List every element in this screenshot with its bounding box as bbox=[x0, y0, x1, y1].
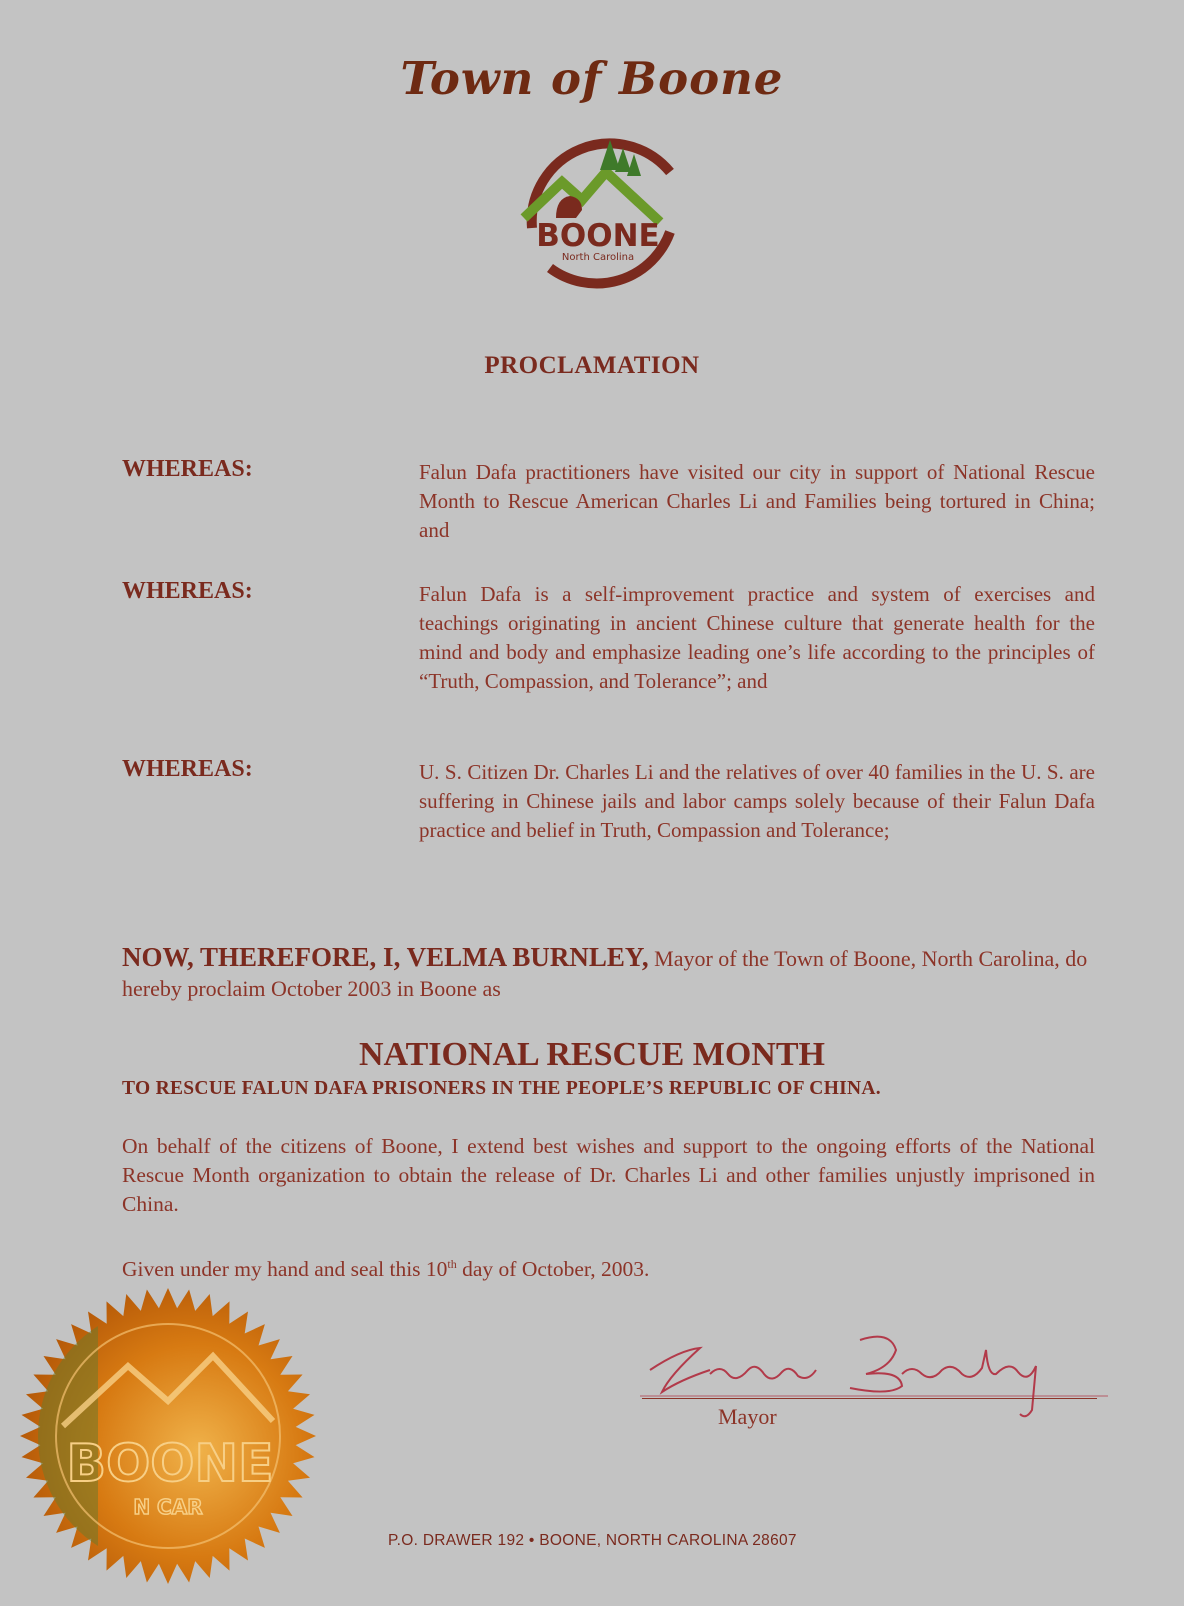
seal-subtext: N CAR bbox=[133, 1495, 203, 1519]
now-therefore-text: Mayor of the Town of Boone, North Carolina, do hereby proclaim October 2003 in Boone as bbox=[122, 946, 1088, 1001]
whereas-text-2: Falun Dafa is a self-improvement practice and system of exercises and teachings originating in ancient Chinese culture that generate health for the mind and body and emphasize leading one’s life according to the principles of “Truth, Compassion, and Tolerance”; and bbox=[419, 582, 1095, 693]
given-suffix: day of October, 2003. bbox=[456, 1257, 650, 1282]
behalf-paragraph: On behalf of the citizens of Boone, I extend best wishes and support to the ongoing efforts of the National Rescue Month organization to obtain the release of Dr. Charles Li and other families unjustly imprisoned in China. bbox=[122, 1134, 1095, 1216]
logo-state: North Carolina bbox=[561, 252, 635, 263]
seal-text: BOONE bbox=[66, 1434, 274, 1494]
whereas-label-1: WHEREAS: bbox=[122, 456, 253, 482]
whereas-label-3: WHEREAS: bbox=[122, 756, 253, 782]
town-title: Town of Boone bbox=[400, 52, 784, 105]
given-line bbox=[122, 1257, 649, 1282]
now-therefore-paragraph bbox=[122, 942, 1095, 1004]
whereas-text-1: Falun Dafa practitioners have visited our city in support of National Rescue Month to Rescue American Charles Li and Families being tortured in China; and bbox=[419, 460, 1095, 542]
mayor-label: Mayor bbox=[718, 1404, 777, 1429]
whereas-label-2: WHEREAS: bbox=[122, 578, 253, 604]
gold-seal bbox=[18, 1286, 318, 1586]
whereas-text-3: U. S. Citizen Dr. Charles Li and the relatives of over 40 families in the U. S. are suffering in Chinese jails and labor camps solely because of their Falun Dafa practice and belief in Truth, Compassion and Tolerance; bbox=[419, 760, 1095, 842]
footer-address: P.O. DRAWER 192 • BOONE, NORTH CAROLINA 28607 bbox=[388, 1532, 797, 1549]
now-therefore-lead: NOW, THEREFORE, I, VELMA BURNLEY, bbox=[122, 942, 649, 972]
signature-line bbox=[642, 1398, 1097, 1399]
proclaimed-subtitle: TO RESCUE FALUN DAFA PRISONERS IN THE PEOPLE’S REPUBLIC OF CHINA. bbox=[122, 1078, 881, 1099]
document-title: PROCLAMATION bbox=[484, 352, 700, 379]
given-prefix: Given under my hand and seal this 10 bbox=[122, 1257, 448, 1282]
mayor-signature bbox=[640, 1330, 1110, 1420]
town-logo bbox=[510, 120, 690, 300]
proclaimed-title: NATIONAL RESCUE MONTH bbox=[359, 1036, 825, 1073]
logo-name: BOONE bbox=[536, 218, 660, 254]
given-sup: th bbox=[447, 1257, 457, 1271]
